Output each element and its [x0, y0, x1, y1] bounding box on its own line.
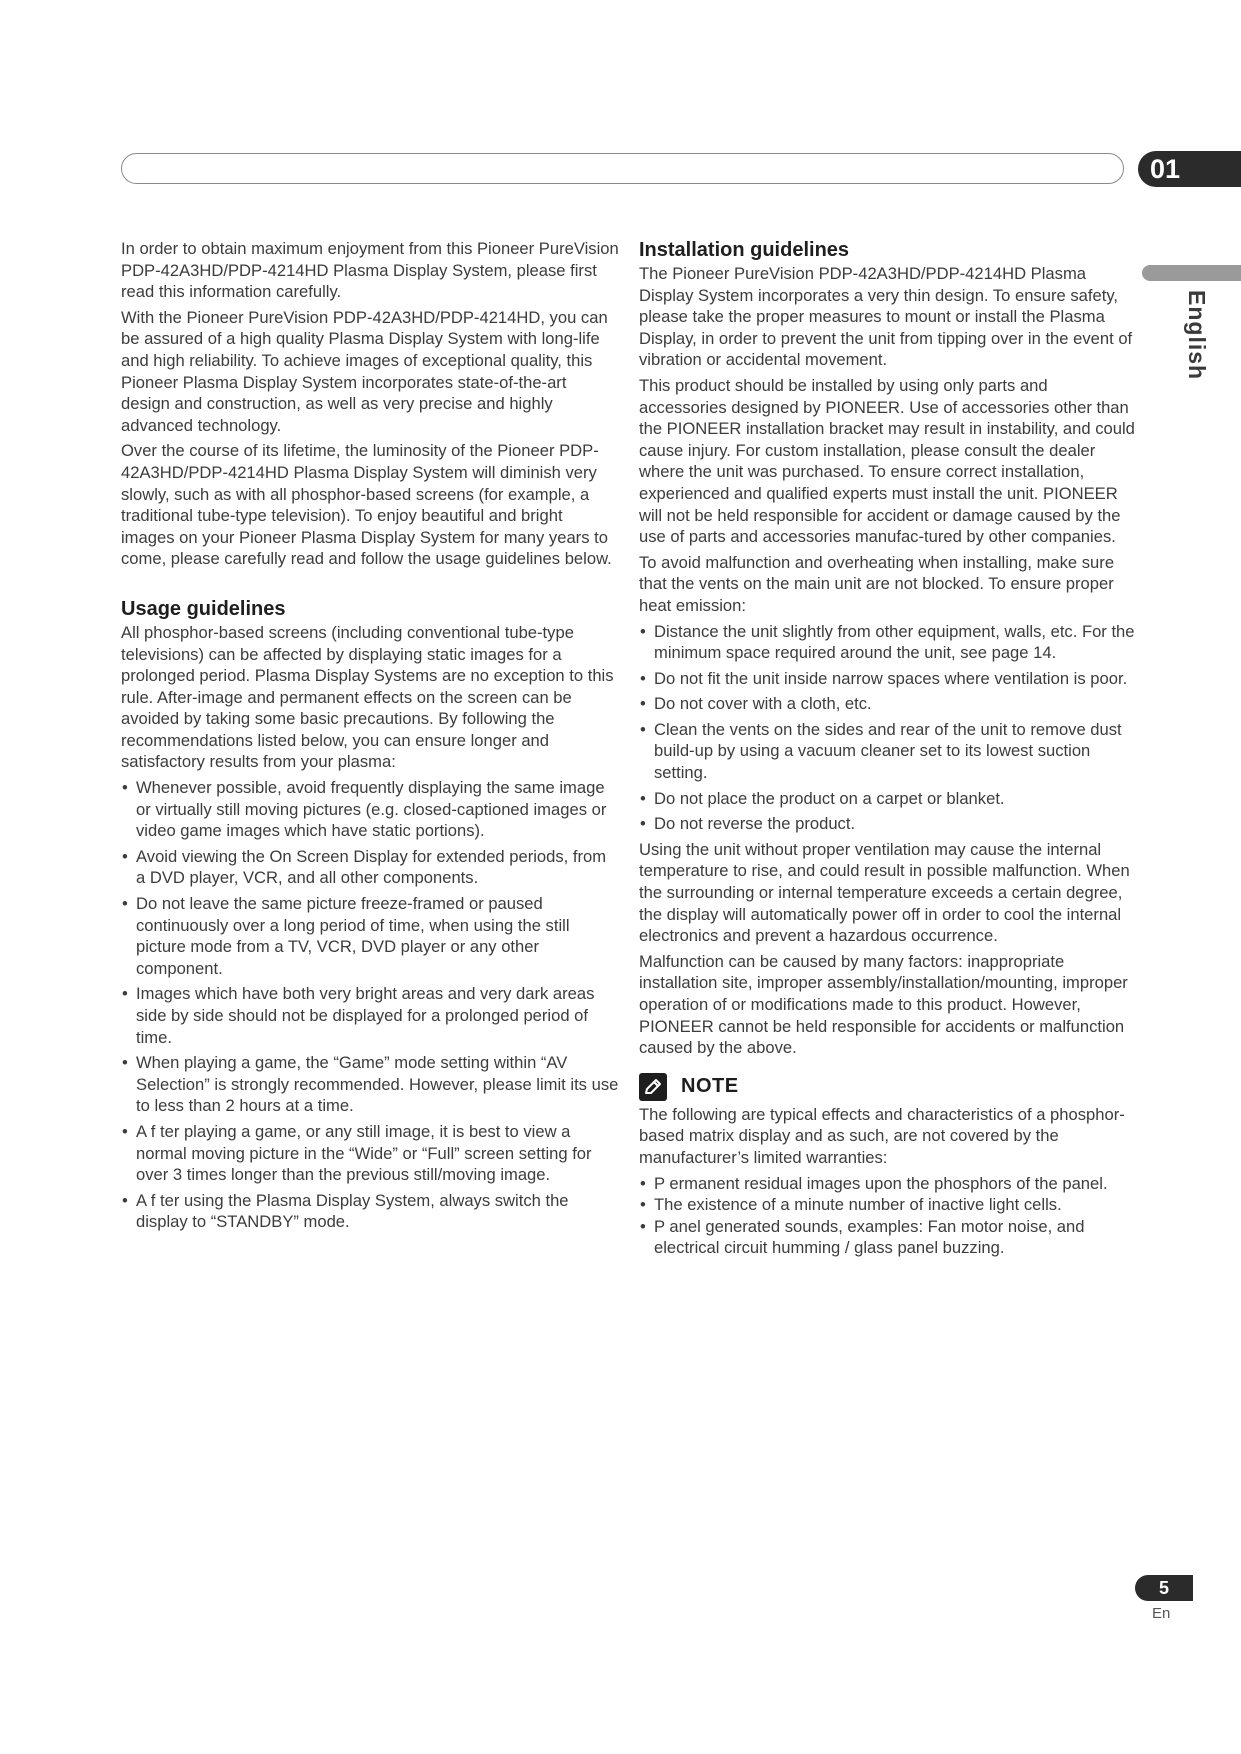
list-item: • P anel generated sounds, examples: Fan motor noise, and electrical circuit humming / glass panel buzzing.: [639, 1216, 1139, 1259]
list-item: • When playing a game, the “Game” mode setting within “AV Selection” is strongly recommended. However, please limit its use to less than 2 hours at a time.: [121, 1052, 619, 1117]
note-header: [639, 1073, 1139, 1101]
installation-guidelines-heading: Installation guidelines: [639, 239, 850, 261]
note-title: NOTE: [681, 1074, 739, 1097]
installation-bullet-list: [639, 621, 1139, 835]
installation-paragraph: This product should be installed by using only parts and accessories designed by PIONEER. Use of accessories other than the PIONEER installation bracket may result in instability, and could cause injury. For custom installation, please consult the dealer where the unit was purchased. To ensure correct installation, experienced and qualified experts must install the unit. PIONEER will not be held responsible for accident or damage caused by the use of parts and accessories manufac-tured by other companies.: [639, 375, 1135, 547]
usage-guidelines-heading: Usage guidelines: [121, 597, 286, 620]
list-item: • Do not fit the unit inside narrow spaces where ventilation is poor.: [639, 668, 1139, 690]
left-column: [121, 238, 619, 1237]
page-language: En: [1152, 1605, 1171, 1622]
chapter-number: 01: [1138, 151, 1241, 187]
note-body: The following are typical effects and characteristics of a phosphor-based matrix display and as such, are not covered by the manufacturer’s limited warranties:: [639, 1104, 1125, 1167]
intro-paragraph: With the Pioneer PureVision PDP-42A3HD/PDP-4214HD, you can be assured of a high quality Plasma Display System with long-life and high reliability. To achieve images of exceptional quality, this Pioneer Plasma Display System incorporates state-of-the-art design and construction, as well as very precise and highly advanced technology.: [121, 307, 608, 435]
usage-bullet-list: [121, 777, 619, 1233]
list-item: • The existence of a minute number of inactive light cells.: [639, 1194, 1139, 1216]
intro-paragraph: Over the course of its lifetime, the luminosity of the Pioneer PDP-42A3HD/PDP-4214HD Plasma Display System will diminish very slowly, such as with all phosphor-based screens (for example, a traditional tube-type television). To enjoy beautiful and bright images on your Pioneer Plasma Display System for many years to come, please carefully read and follow the usage guidelines below.: [121, 441, 612, 569]
right-column: [639, 238, 1139, 1263]
list-item: • Do not cover with a cloth, etc.: [639, 693, 1139, 715]
list-item: • Do not reverse the product.: [639, 813, 1139, 835]
installation-paragraph: Malfunction can be caused by many factors: inappropriate installation site, improper assembly/installation/mounting, improper operation of or modifications made to this product. However, PIONEER cannot be held responsible for accidents or malfunction caused by the above.: [639, 951, 1128, 1058]
list-item: • P ermanent residual images upon the phosphors of the panel.: [639, 1173, 1139, 1195]
usage-body: All phosphor-based screens (including conventional tube-type televisions) can be affected by displaying static images for a prolonged period. Plasma Display Systems are no exception to this rule. After-image and permanent effects on the screen can be avoided by taking some basic precautions. By following the recommendations listed below, you can ensure longer and satisfactory results from your plasma:: [121, 622, 614, 772]
list-item: • Whenever possible, avoid frequently displaying the same image or virtually still moving pictures (e.g. closed-captioned images or video game images which have static portions).: [121, 777, 619, 842]
installation-paragraph: Using the unit without proper ventilation may cause the internal temperature to rise, and could result in possible malfunction. When the surrounding or internal temperature exceeds a certain degree, the display will automatically power off in order to cool the internal electronics and prevent a hazardous occurrence.: [639, 839, 1130, 946]
list-item: • Do not place the product on a carpet or blanket.: [639, 788, 1139, 810]
installation-paragraph: The Pioneer PureVision PDP-42A3HD/PDP-4214HD Plasma Display System incorporates a very thin design. To ensure safety, please take the proper measures to mount or install the Plasma Display, in order to prevent the unit from tipping over in the event of vibration or accidental movement.: [639, 264, 1133, 370]
list-item: • A f ter playing a game, or any still image, it is best to view a normal moving picture in the “Wide” or “Full” screen setting for over 3 times longer than the previous still/moving image.: [121, 1121, 619, 1186]
intro-paragraph: In order to obtain maximum enjoyment from this Pioneer PureVision PDP-42A3HD/PDP-4214HD Plasma Display System, please first read this information carefully.: [121, 239, 619, 302]
list-item: • Do not leave the same picture freeze-framed or paused continuously over a long period of time, when using the still picture mode from a TV, VCR, DVD player or any other component.: [121, 893, 619, 979]
list-item: • A f ter using the Plasma Display System, always switch the display to “STANDBY” mode.: [121, 1190, 619, 1233]
list-item: • Avoid viewing the On Screen Display for extended periods, from a DVD player, VCR, and all other components.: [121, 846, 619, 889]
language-tab: [1142, 265, 1241, 281]
header-bar: [121, 153, 1124, 184]
note-bullet-list: [639, 1173, 1139, 1259]
list-item: • Images which have both very bright areas and very dark areas side by side should not be displayed for a prolonged period of time.: [121, 983, 619, 1048]
language-label: English: [1184, 290, 1210, 381]
list-item: • Clean the vents on the sides and rear of the unit to remove dust build-up by using a vacuum cleaner set to its lowest suction setting.: [639, 719, 1139, 784]
pencil-note-icon: [639, 1073, 667, 1101]
installation-paragraph: To avoid malfunction and overheating when installing, make sure that the vents on the main unit are not blocked. To ensure proper heat emission:: [639, 552, 1115, 615]
page-number: 5: [1135, 1575, 1193, 1601]
list-item: • Distance the unit slightly from other equipment, walls, etc. For the minimum space required around the unit, see page 14.: [639, 621, 1139, 664]
